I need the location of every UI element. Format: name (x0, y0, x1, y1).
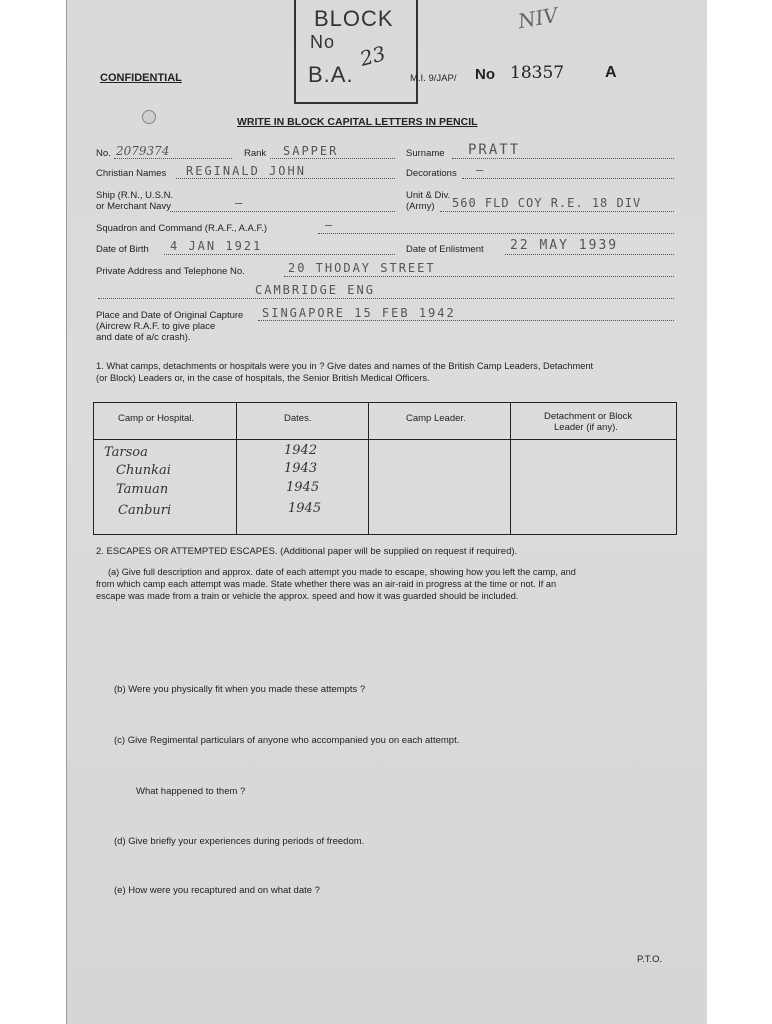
rank-value: SAPPER (283, 144, 339, 158)
col-detachment-2: Leader (if any). (554, 422, 618, 433)
unit-value: 560 FLD COY R.E. 18 DIV (452, 196, 642, 210)
stamp-line-ba: B.A. (308, 62, 354, 87)
q2c-text: (c) Give Regimental particulars of anyone who accompanied you on each attempt. (114, 735, 460, 746)
unit-label: Unit & Div. (406, 190, 451, 201)
decorations-value: — (476, 163, 486, 177)
ship-value: — (235, 196, 245, 210)
dob-label: Date of Birth (96, 244, 149, 255)
camp-entry: Chunkai (116, 463, 171, 478)
address-line-1: 20 THODAY STREET (288, 261, 436, 275)
christian-names-label: Christian Names (96, 168, 167, 179)
q2d-text: (d) Give briefly your experiences during periods of freedom. (114, 836, 365, 847)
confidential-label: CONFIDENTIAL (100, 72, 182, 84)
col-camp-leader: Camp Leader. (406, 413, 466, 424)
camp-entry: Tarsoa (104, 445, 148, 460)
punch-hole (142, 110, 156, 124)
christian-names-value: REGINALD JOHN (186, 164, 306, 178)
date-entry: 1945 (286, 480, 320, 495)
stamp-line-block: BLOCK (314, 6, 394, 31)
capture-label: Place and Date of Original Capture (96, 310, 244, 321)
address-label: Private Address and Telephone No. (96, 266, 245, 277)
col-detachment: Detachment or Block (544, 411, 633, 422)
capture-label-3: and date of a/c crash). (96, 332, 191, 343)
service-no-label: No. (96, 148, 111, 159)
q1-text-2: (or Block) Leaders or, in the case of hospitals, the Senior British Medical Officers. (96, 373, 430, 383)
capture-value: SINGAPORE 15 FEB 1942 (262, 306, 456, 320)
q2-heading: 2. ESCAPES OR ATTEMPTED ESCAPES. (Additional paper will be supplied on request if required). (96, 546, 518, 557)
date-entry: 1942 (284, 443, 318, 458)
stamp-line-no: No (310, 32, 336, 52)
block-stamp (294, 0, 418, 104)
q2b-text: (b) Were you physically fit when you made these attempts ? (114, 684, 366, 695)
enlistment-label: Date of Enlistment (406, 244, 484, 255)
address-line-2: CAMBRIDGE ENG (255, 283, 375, 297)
surname-value: PRATT (468, 142, 521, 158)
q2a-text-3: escape was made from a train or vehicle the approx. speed and how it was guarded should be included. (96, 591, 519, 601)
ship-label-2: or Merchant Navy (96, 201, 171, 212)
instruction-heading: WRITE IN BLOCK CAPITAL LETTERS IN PENCIL (237, 116, 478, 128)
dob-value: 4 JAN 1921 (170, 239, 263, 253)
q2c-followup: What happened to them ? (136, 786, 246, 797)
col-dates: Dates. (284, 413, 312, 424)
date-entry: 1945 (288, 501, 322, 516)
camps-table (93, 402, 677, 535)
service-no-value: 2079374 (116, 144, 170, 158)
q2e-text: (e) How were you recaptured and on what date ? (114, 885, 320, 896)
squadron-value: — (325, 218, 335, 232)
enlistment-value: 22 MAY 1939 (510, 238, 619, 253)
ref-prefix: M.I. 9/JAP/ (410, 73, 457, 84)
q2a-text-2: from which camp each attempt was made. State whether there was an air-raid in progress at the time or not. If an (96, 579, 557, 589)
ship-label: Ship (R.N., U.S.N. (96, 190, 174, 201)
squadron-label: Squadron and Command (R.A.F., A.A.F.) (96, 223, 268, 234)
q1-text: 1. What camps, detachments or hospitals were you in ? Give dates and names of the British Camp Leaders, Detachment (96, 361, 594, 371)
surname-label: Surname (406, 148, 445, 159)
capture-label-2: (Aircrew R.A.F. to give place (96, 321, 216, 332)
col-camp: Camp or Hospital. (118, 413, 195, 424)
decorations-label: Decorations (406, 168, 457, 179)
stamp-handwritten-number: 23 (357, 41, 389, 71)
date-entry: 1943 (284, 461, 318, 476)
no-label: No (475, 66, 495, 83)
unit-label-2: (Army) (406, 201, 435, 212)
form-series: A (605, 64, 617, 81)
camp-entry: Canburi (118, 503, 172, 518)
form-number: 18357 (510, 63, 565, 83)
rank-label: Rank (244, 148, 267, 159)
camp-entry: Tamuan (116, 482, 169, 497)
corner-annotation: NIV (516, 2, 560, 34)
pto-label: P.T.O. (637, 954, 663, 965)
q2a-text: (a) Give full description and approx. date of each attempt you made to escape, showing how you left the camp, and (108, 567, 576, 577)
